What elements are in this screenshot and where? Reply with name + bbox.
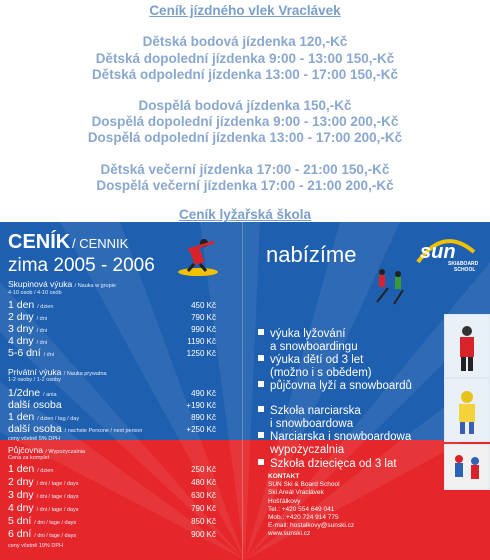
private-note: 1-2 osoby / 1-2 osoby — [8, 377, 61, 383]
group-row-2-label: 2 dny / dni — [8, 311, 48, 323]
offer-cz-2: výuka dětí od 3 let (možno i s obědem) — [258, 354, 372, 379]
column-divider — [242, 222, 243, 560]
rental-note: Cena za komplet — [8, 455, 50, 461]
group-row-5-price: 1250 Kč — [186, 349, 216, 358]
adults-line-2: Dospělá dopolední jízdenka 9:00 - 13:00 200,-Kč — [91, 114, 399, 129]
private-row-2-price: +190 Kč — [186, 401, 216, 410]
header-cennik: / CENNIK — [72, 236, 129, 251]
contact-line-7: www.sunski.cz — [268, 530, 311, 538]
group-row-3-label: 3 dny / dni — [8, 323, 48, 335]
evening-line-2: Dospělá večerní jízdenka 17:00 - 21:00 200,-Kč — [96, 178, 394, 193]
rental-title: Půjčovna / Wypożyczalnia — [8, 445, 86, 455]
private-title: Privátní výuka / Nauka prywatna — [8, 367, 107, 377]
group-row-4-price: 1190 Kč — [187, 337, 216, 346]
photo-instructor — [444, 314, 490, 378]
rental-row-1-label: 1 den / dzien — [8, 463, 54, 475]
header-cenik: CENÍK — [8, 231, 71, 253]
contact-line-2: Ski Areál Vraclávek — [268, 489, 324, 497]
rental-vat-note: ceny včetně 19% DPH — [8, 543, 64, 549]
bullet-icon — [258, 381, 264, 387]
bullet-icon — [258, 459, 264, 465]
offer-pl-3: Szkoła dziecięca od 3 lat — [258, 458, 397, 471]
snowboarder-icon — [176, 234, 222, 278]
rental-row-4-label: 4 dny / dni / tage / days — [8, 502, 79, 514]
kids-line-1: Dětská bodová jízdenka 120,-Kč — [142, 34, 348, 49]
sun-logo-sub1: SKI&BOARD — [448, 261, 479, 267]
private-vat-note: ceny včetně 5% DPH — [8, 436, 60, 442]
contact-line-5: Mob.: +420 724 914 775 — [268, 514, 339, 522]
bullet-icon — [258, 406, 264, 412]
group-row-5-label: 5-6 dní / dni — [8, 347, 55, 359]
private-row-4-label: další osoba / nachste Persone / next person — [8, 423, 143, 435]
group-row-2-price: 790 Kč — [191, 313, 216, 322]
rental-row-6-label: 6 dní / dni / tage / days — [8, 528, 77, 540]
kids-group-icon — [445, 445, 489, 489]
price-list-text — [0, 0, 490, 205]
rental-row-3-price: 630 Kč — [191, 491, 216, 500]
private-row-2-label: další osoba — [8, 399, 62, 411]
kids-line-3: Dětská odpolední jízdenka 13:00 - 17:00 150,-Kč — [91, 67, 399, 82]
rental-row-2-price: 480 Kč — [191, 478, 216, 487]
photo-kids-group — [444, 444, 490, 490]
private-row-4-price: +250 Kč — [186, 425, 216, 434]
group-row-1-price: 450 Kč — [191, 301, 216, 310]
rental-row-2-label: 2 dny / dni / tage / days — [8, 476, 79, 488]
group-row-3-price: 990 Kč — [191, 325, 216, 334]
title-skola-link[interactable]: Ceník lyžařská škola — [178, 207, 312, 222]
rental-row-5-label: 5 dní / dni / tage / days — [8, 515, 77, 527]
contact-line-6: E-mail: hostalkovy@sunski.cz — [268, 522, 355, 530]
bullet-icon — [258, 329, 264, 335]
adults-line-3: Dospělá odpolední jízdenka 13:00 - 17:00 200,-Kč — [87, 130, 403, 145]
bullet-icon — [258, 432, 264, 438]
skier-photo-icon — [445, 315, 489, 377]
child-skier-icon — [445, 379, 489, 441]
group-title: Skupinová výuka / Nauka w grupie — [8, 279, 116, 289]
contact-line-1: SUN Ski & Board School — [268, 481, 340, 489]
header-season: zima 2005 - 2006 — [8, 255, 155, 276]
title-vlek-link[interactable]: Ceník jízdného vlek Vraclávek — [149, 3, 341, 18]
contact-line-3: Hošťálkovy — [268, 497, 301, 505]
sun-logo-text: sun — [420, 241, 456, 263]
ski-school-flyer — [0, 222, 490, 560]
offer-cz-1: výuka lyžování a snowboardingu — [258, 328, 358, 353]
private-row-1-label: 1/2dne / ania — [8, 387, 57, 399]
rental-row-3-label: 3 dny / dni / tage / days — [8, 489, 79, 501]
contact-title: KONTAKT — [268, 473, 300, 480]
offer-pl-2: Narciarska i snowboardowa wypożyczalnia — [258, 431, 411, 456]
bullet-icon — [258, 355, 264, 361]
contact-block — [268, 473, 354, 539]
rental-row-5-price: 850 Kč — [191, 517, 216, 526]
sun-logo — [414, 232, 478, 276]
private-row-3-price: 890 Kč — [191, 413, 216, 422]
sun-logo-sub2: SCHOOL — [454, 267, 476, 273]
private-row-3-label: 1 den / dzien / tag / day — [8, 411, 80, 423]
kids-line-2: Dětská dopolední jízdenka 9:00 - 13:00 150,-Kč — [95, 51, 395, 66]
rental-row-4-price: 790 Kč — [191, 504, 216, 513]
offer-cz-3: půjčovna lyží a snowboardů — [258, 380, 412, 393]
group-row-4-label: 4 dny / dni — [8, 335, 48, 347]
group-note: 4-10 osob / 4-10 osób — [8, 290, 62, 296]
photo-child — [444, 378, 490, 442]
rental-row-1-price: 250 Kč — [191, 465, 216, 474]
private-row-1-price: 490 Kč — [191, 389, 216, 398]
nabizime-heading: nabízíme — [266, 242, 357, 267]
contact-line-4: Tel.: +420 554 649 041 — [268, 505, 335, 513]
offer-pl-1: Szkoła narciarska i snowboardowa — [258, 405, 361, 430]
evening-line-1: Dětská večerní jízdenka 17:00 - 21:00 150,-Kč — [100, 162, 390, 177]
group-row-1-label: 1 den / dzien — [8, 299, 54, 311]
skiers-icon — [372, 266, 408, 306]
rental-row-6-price: 900 Kč — [191, 530, 216, 539]
adults-line-1: Dospělá bodová jízdenka 150,-Kč — [138, 98, 352, 113]
